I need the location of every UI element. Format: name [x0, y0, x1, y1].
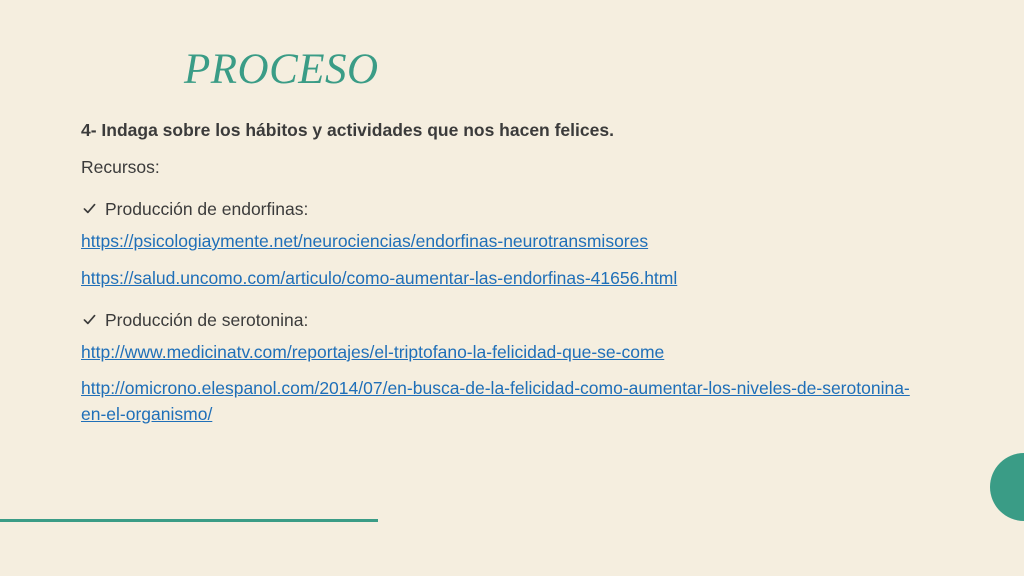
slide-title: PROCESO [184, 46, 379, 93]
task-heading: 4- Indaga sobre los hábitos y actividades que nos hacen felices. [81, 120, 614, 140]
link-row [81, 338, 921, 375]
resource-link-medicinatv[interactable]: http://www.medicinatv.com/reportajes/el-triptofano-la-felicidad-que-se-come [81, 342, 665, 362]
bullet-label: Producción de serotonina: [105, 309, 309, 330]
decorative-bottom-line [0, 519, 378, 522]
resource-link-psicologiaymente[interactable]: https://psicologiaymente.net/neurociencias/endorfinas-neurotransmisores [81, 231, 649, 251]
slide-content [81, 116, 921, 427]
resource-link-omicrono[interactable]: http://omicrono.elespanol.com/2014/07/en-busca-de-la-felicidad-como-aumentar-los-niveles-de-serotonina-en-el-organismo/ [81, 378, 910, 424]
link-row [81, 375, 911, 427]
check-icon [83, 202, 96, 215]
resource-link-uncomo[interactable]: https://salud.uncomo.com/articulo/como-aumentar-las-endorfinas-41656.html [81, 268, 678, 288]
bullet-serotonina [81, 301, 921, 338]
resources-label: Recursos: [81, 157, 160, 177]
bullet-label: Producción de endorfinas: [105, 198, 309, 219]
bullet-endorfinas [81, 190, 921, 227]
link-row [81, 227, 921, 264]
decorative-corner-circle [990, 453, 1024, 521]
check-icon [83, 313, 96, 326]
link-row [81, 264, 921, 301]
